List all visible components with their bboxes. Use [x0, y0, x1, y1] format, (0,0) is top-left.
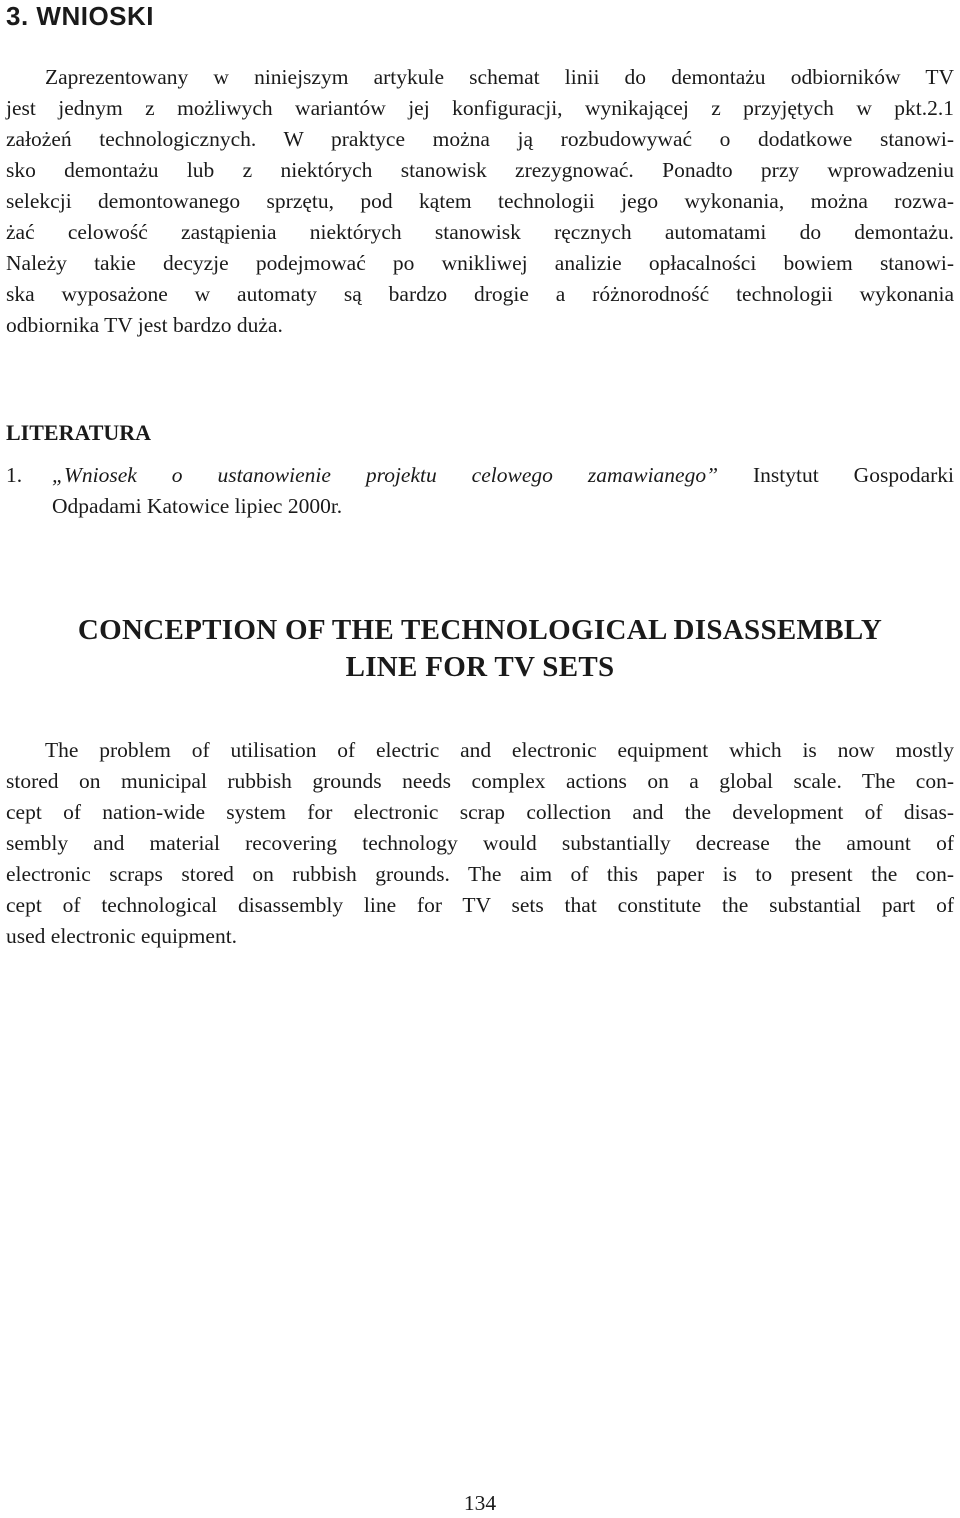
text-line: Zaprezentowany w niniejszym artykule schemat linii do demontażu odbiorników TV [45, 65, 954, 89]
text-line: electronic scraps stored on rubbish grounds. The aim of this paper is to present the con- [6, 862, 954, 886]
text-line: selekcji demontowanego sprzętu, pod kątem technologii jego wykonania, można rozwa- [6, 189, 954, 213]
section-heading: 3. WNIOSKI [6, 1, 155, 31]
text-line: odbiornika TV jest bardzo duża. [6, 313, 283, 337]
reference-publisher: Instytut Gospodarki [753, 463, 954, 487]
text-line: żać celowość zastąpienia niektórych stanowisk ręcznych automatami do demontażu. [6, 220, 954, 244]
text-line: sko demontażu lub z niektórych stanowisk zrezygnować. Ponadto przy wprowadzeniu [6, 158, 954, 182]
text-line: cept of technological disassembly line for TV sets that constitute the substantial part of [6, 893, 954, 917]
reference-line [52, 460, 954, 491]
reference-line: Odpadami Katowice lipiec 2000r. [52, 494, 343, 518]
abstract-title-line: LINE FOR TV SETS [345, 651, 615, 683]
page-number: 134 [463, 1491, 497, 1515]
text-line: used electronic equipment. [6, 924, 238, 948]
text-line: Należy takie decyzje podejmować po wnikliwej analizie opłacalności bowiem stanowi- [6, 251, 954, 275]
reference-title: „Wniosek o ustanowienie projektu celowego zamawianego” [52, 463, 719, 487]
reference-number: 1. [6, 463, 23, 487]
text-line: jest jednym z możliwych wariantów jej konfiguracji, wynikającej z przyjętych w pkt.2.1 [6, 96, 954, 120]
text-line: stored on municipal rubbish grounds needs complex actions on a global scale. The con- [6, 769, 954, 793]
text-line: założeń technologicznych. W praktyce można ją rozbudowywać o dodatkowe stanowi- [6, 127, 954, 151]
literature-heading: LITERATURA [6, 420, 152, 445]
text-line: ska wyposażone w automaty są bardzo drogie a różnorodność technologii wykonania [6, 282, 954, 306]
text-line: cept of nation-wide system for electronic scrap collection and the development of disas- [6, 800, 954, 824]
text-line: sembly and material recovering technology would substantially decrease the amount of [6, 831, 954, 855]
text-line: The problem of utilisation of electric and electronic equipment which is now mostly [45, 738, 954, 762]
abstract-title-line: CONCEPTION OF THE TECHNOLOGICAL DISASSEMBLY [77, 614, 883, 646]
